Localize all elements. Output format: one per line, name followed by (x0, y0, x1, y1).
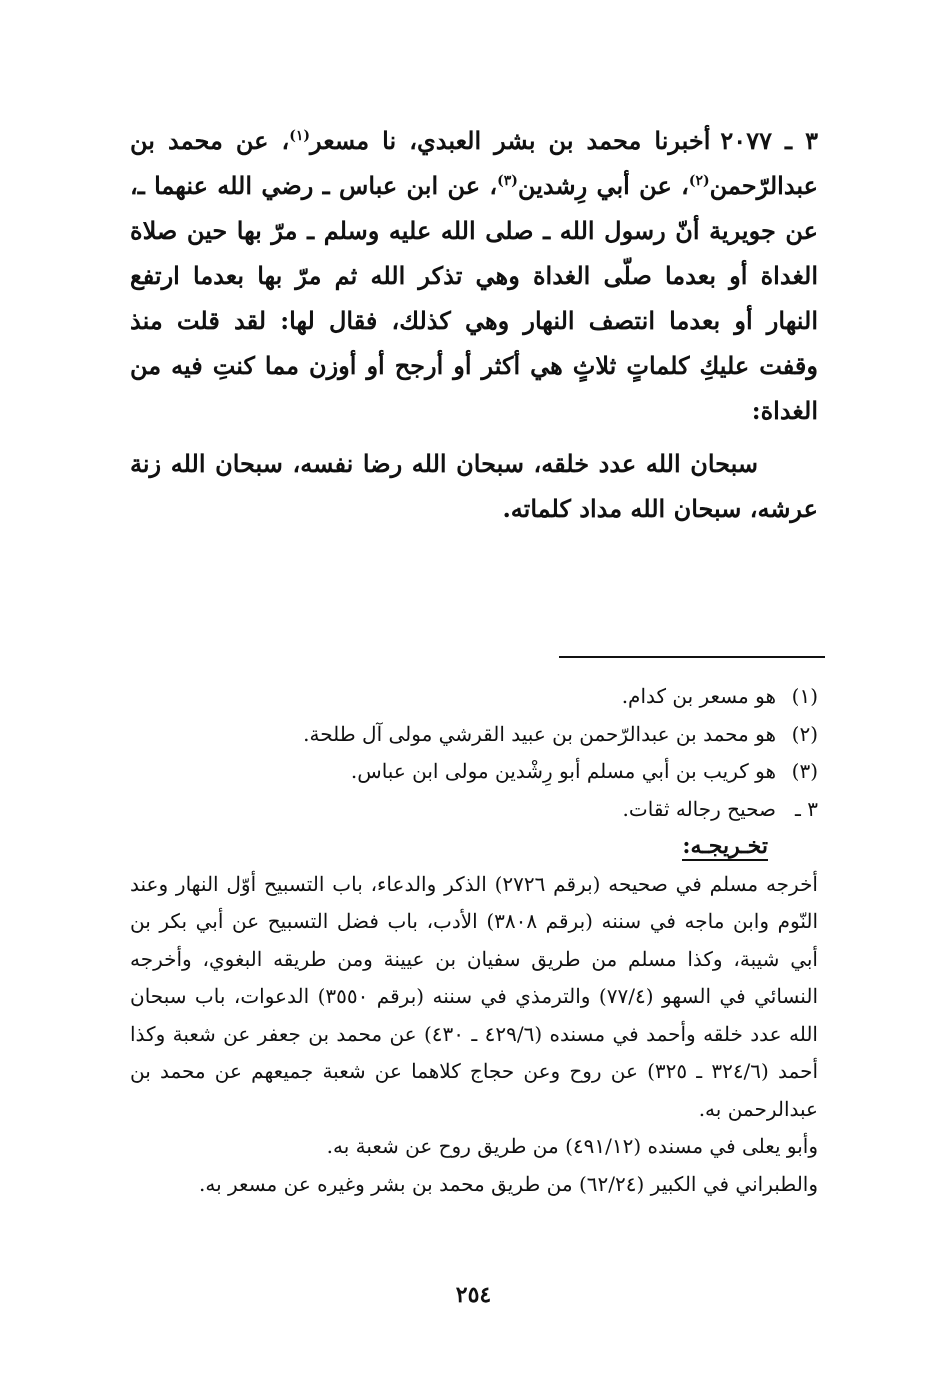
matn-text: ، عن ابن عباس ـ رضي الله عنهما ـ، عن جويرية أنّ رسول الله ـ صلى الله عليه وسلم ـ مرّ بها حين صلاة الغداة أو بعدما صلّى الغداة وهي تذكر الله ثم مرّ بها بعدما ارتفع النهار أو بعدما انتصف النهار وهي كذلك، فقال لها: لقد قلت منذ وقفت عليكِ كلماتٍ ثلاثٍ هي أكثر أو أرجح أو أوزن مما كنتِ فيه من الغداة: (130, 171, 818, 425)
hadith-paragraph (130, 118, 818, 433)
footnote-ref: (٣) (497, 173, 518, 189)
takhrij-paragraph: والطبراني في الكبير (٦٢/٢٤) من طريق محمد بن بشر وغيره عن مسعر به. (199, 1171, 818, 1196)
takhrij-paragraph: وأبو يعلى في مسنده (٤٩١/١٢) من طريق روح عن شعبة به. (326, 1134, 818, 1158)
takhrij-paragraph: أخرجه مسلم في صحيحه (برقم ٢٧٢٦) الذكر والدعاء، باب التسبيح أوّل النهار وعند النّوم وابن ماجه في سننه (برقم ٣٨٠٨) الأدب، باب فضل التسبيح عن أبي بكر بن أبي شيبة، وكذا مسلم من طريق سفيان بن عيينة ومن طريقه البغوي، وأخرجه النسائي في السهو (٧٧/٤) والترمذي في سننه (برقم ٣٥٥٠) الدعوات، باب سبحان الله عدد خلقه وأحمد في مسنده (٤٢٩/٦ ـ ٤٣٠) عن محمد بن جعفر عن شعبة وكذا أحمد (٣٢٤/٦ ـ ٣٢٥) عن روح وعن حجاج كلاهما عن شعبة جميعهم عن محمد بن عبدالرحمن به. (130, 871, 818, 1121)
footnote-ref: (٢) (688, 173, 710, 189)
footnote-item (130, 716, 818, 754)
grading-text: صحيح رجاله ثقات. (622, 796, 776, 821)
isnad-text: ، عن محمد بن عبدالرّحمن (130, 126, 818, 200)
footnote-ref: (١) (289, 128, 311, 144)
grading-number: ٣ ـ (795, 796, 818, 821)
footnote-number: (١) (791, 684, 818, 708)
footnote-divider (559, 656, 825, 658)
hadith-body (130, 118, 818, 531)
footnote-number: (٢) (791, 721, 818, 746)
footnote-text: هو محمد بن عبدالرّحمن بن عبيد القرشي مولى آل طلحة. (303, 721, 776, 746)
dhikr-paragraph: سبحان الله عدد خلقه، سبحان الله رضا نفسه، سبحان الله زنة عرشه، سبحان الله مداد كلماته. (130, 449, 818, 523)
footnote-item (130, 753, 818, 791)
footnotes-section (130, 678, 818, 1203)
footnote-text: هو كريب بن أبي مسلم أبو رِشْدين مولى ابن عباس. (350, 759, 776, 783)
grading-item (130, 791, 818, 829)
isnad-text: أخبرنا محمد بن بشر العبدي، نا مسعر (310, 126, 711, 155)
hadith-number: ٣ ـ ٢٠٧٧ (720, 126, 818, 155)
takhrij-heading (130, 828, 818, 866)
footnote-text: هو مسعر بن كدام. (621, 684, 776, 708)
footnote-number: (٣) (791, 759, 818, 783)
isnad-text: ، عن أبي رِشدين (517, 171, 689, 200)
takhrij-heading-text: تخـريجـه: (682, 833, 768, 859)
page-number: ٢٥٤ (455, 1282, 492, 1308)
footnote-item (130, 678, 818, 716)
